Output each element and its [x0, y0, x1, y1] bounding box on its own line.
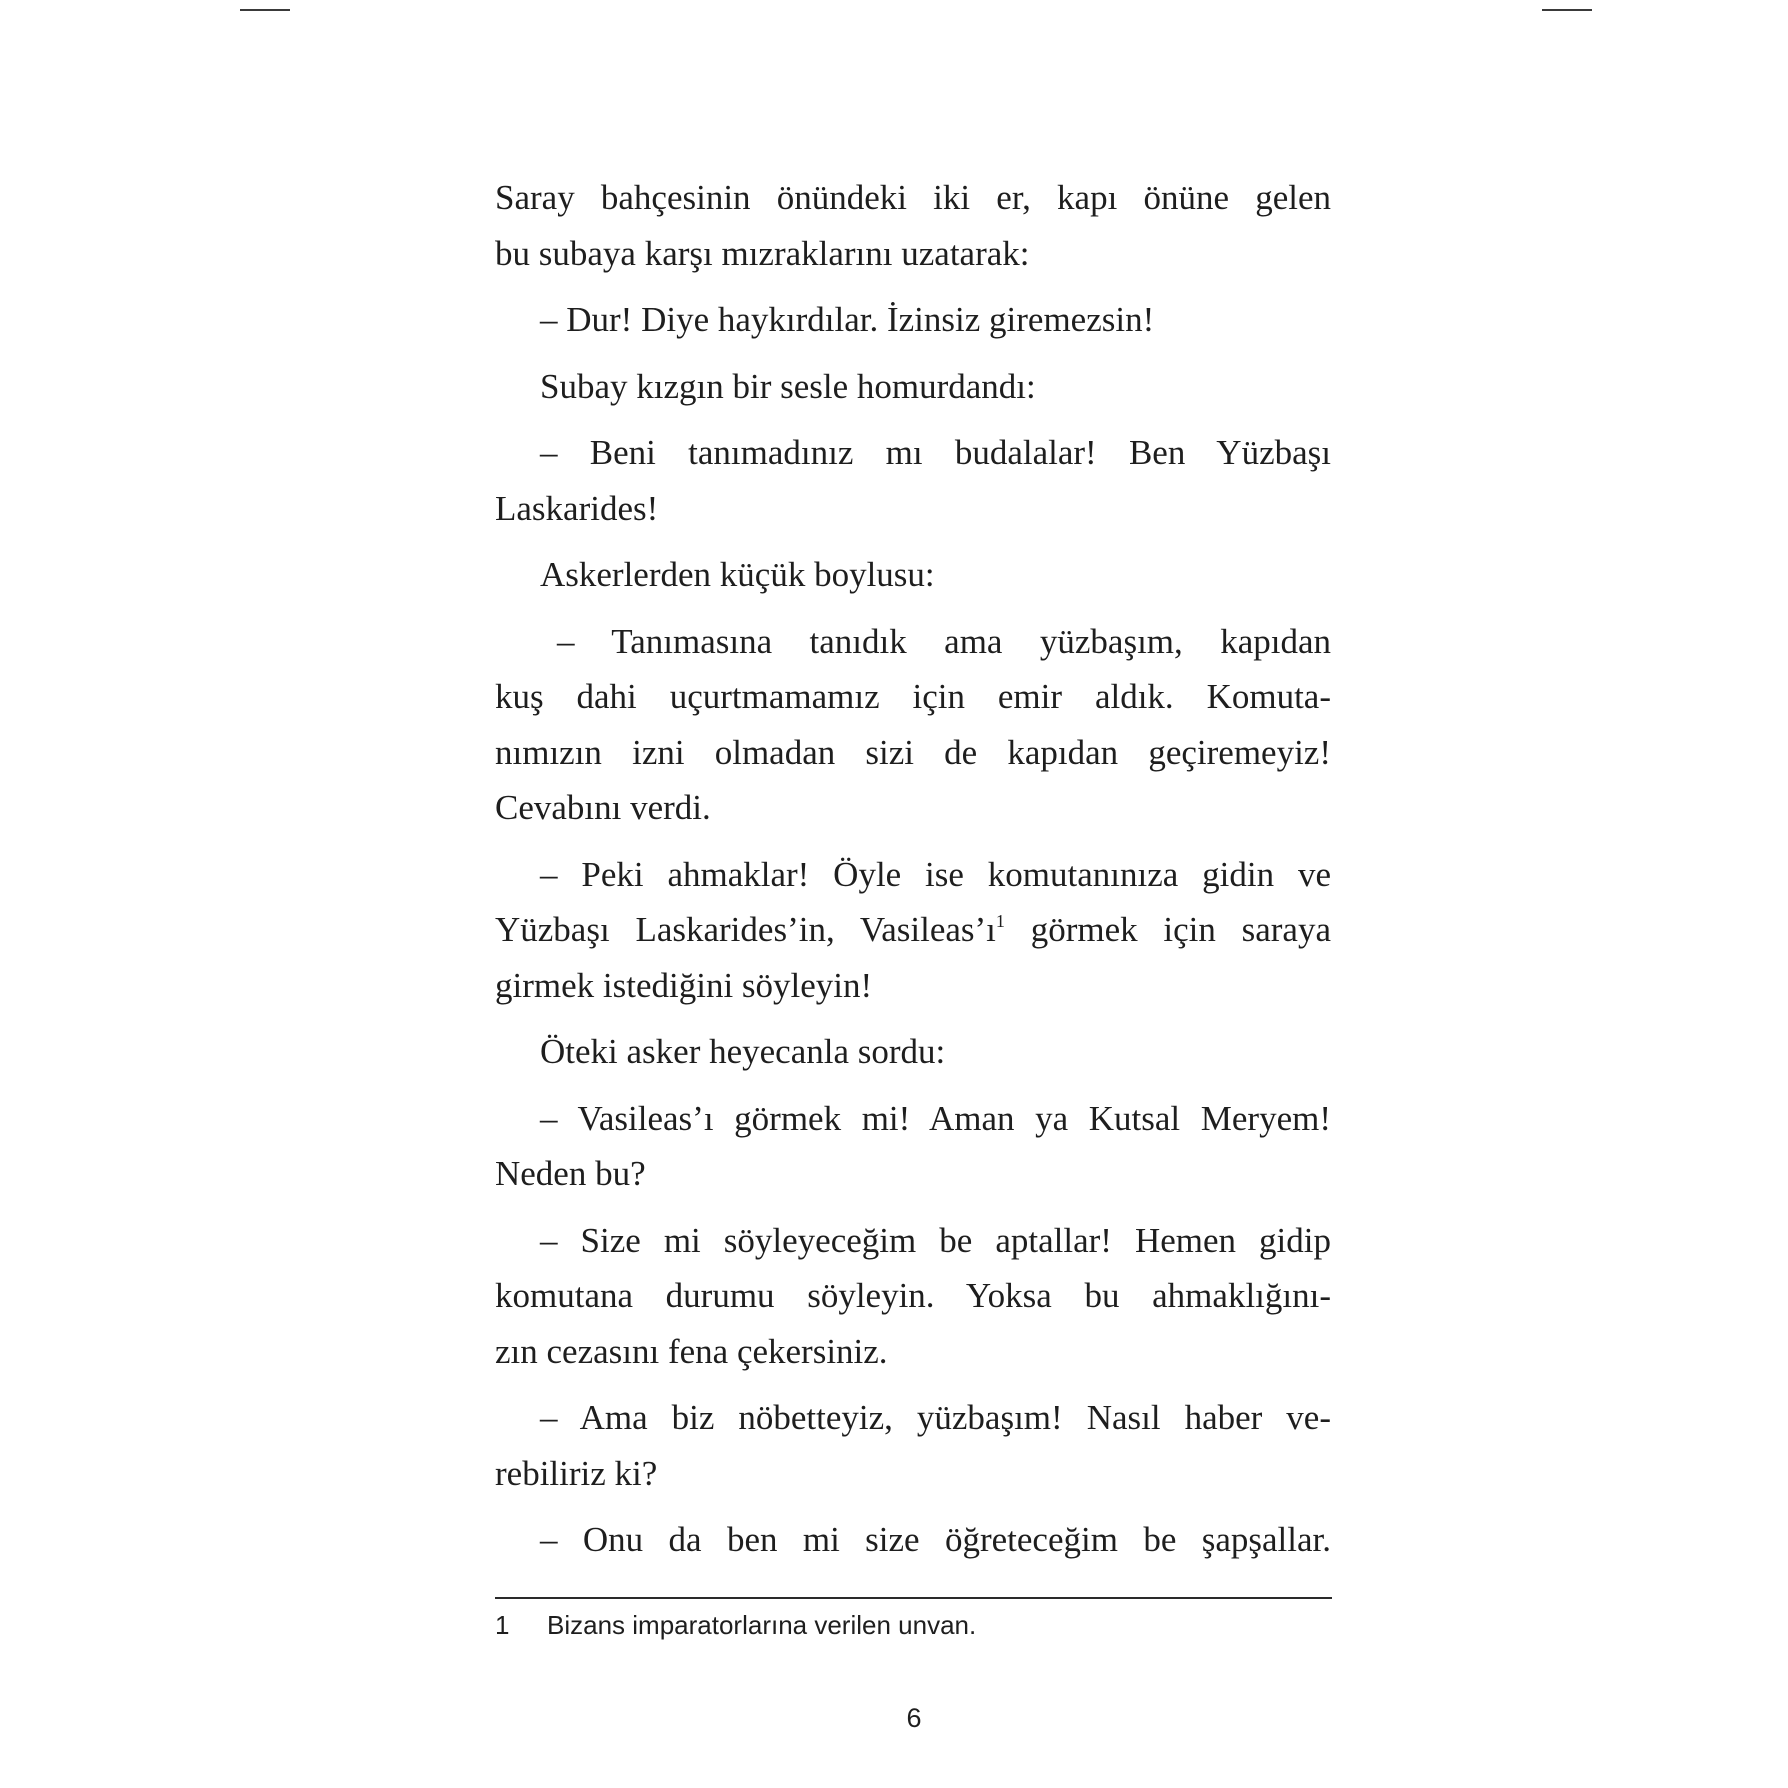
paragraph [495, 1091, 1331, 1202]
text-line: – Vasileas’ı görmek mi! Aman ya Kutsal Meryem! [540, 1098, 1331, 1138]
text-line: zın cezasını fena çekersiniz. [495, 1331, 888, 1371]
text-line [495, 902, 1331, 958]
body-text [495, 170, 1331, 1579]
text-line: – Dur! Diye haykırdılar. İzinsiz giremezsin! [540, 300, 1155, 339]
paragraph [495, 1390, 1331, 1501]
text-line: – Ama biz nöbetteyiz, yüzbaşım! Nasıl haber ve- [540, 1398, 1331, 1437]
footnote-separator [495, 1597, 1332, 1599]
text-line: – Tanımasına tanıdık ama yüzbaşım, kapıdan [557, 621, 1331, 661]
footnote-reference[interactable]: 1 [995, 911, 1005, 931]
footnote-text: Bizans imparatorlarına verilen unvan. [547, 1610, 977, 1640]
paragraph [495, 1213, 1331, 1380]
paragraph [495, 614, 1331, 836]
paragraph [495, 425, 1331, 536]
footnote-number: 1 [495, 1610, 510, 1640]
paragraph [495, 170, 1331, 281]
text-line: Askerlerden küçük boylusu: [540, 555, 935, 594]
paragraph [495, 1024, 1331, 1080]
text-segment: Yüzbaşı Laskarides’in, Vasileas’ı [495, 910, 996, 949]
page-number: 6 [906, 1703, 922, 1733]
text-line: nımızın izni olmadan sizi de kapıdan geçiremeyiz! [495, 732, 1331, 772]
text-line: komutana durumu söyleyin. Yoksa bu ahmaklığını- [495, 1276, 1331, 1315]
paragraph [495, 1512, 1331, 1568]
paragraph [495, 292, 1331, 348]
text-line: rebiliriz ki? [495, 1453, 658, 1493]
crop-mark-right [1542, 9, 1592, 11]
text-line: girmek istediğini söyleyin! [495, 965, 873, 1005]
text-line: – Peki ahmaklar! Öyle ise komutanınıza gidin ve [540, 854, 1331, 894]
paragraph [495, 847, 1331, 1014]
text-line: Laskarides! [495, 488, 659, 528]
text-line: – Onu da ben mi size öğreteceğim be şapşallar. [540, 1520, 1331, 1559]
paragraph [495, 359, 1331, 415]
text-line: Öteki asker heyecanla sordu: [540, 1032, 946, 1071]
text-line: Saray bahçesinin önündeki iki er, kapı önüne gelen [495, 178, 1331, 217]
text-line: – Beni tanımadınız mı budalalar! Ben Yüzbaşı [540, 433, 1331, 472]
footnote [495, 1610, 976, 1640]
text-segment: görmek için saraya [1030, 910, 1331, 949]
text-line: Subay kızgın bir sesle homurdandı: [540, 366, 1036, 406]
text-line: Cevabını verdi. [495, 788, 711, 827]
crop-mark-left [240, 9, 290, 11]
paragraph [495, 547, 1331, 603]
text-line: – Size mi söyleyeceğim be aptallar! Hemen gidip [540, 1220, 1331, 1260]
text-line: bu subaya karşı mızraklarını uzatarak: [495, 233, 1030, 273]
text-line: Neden bu? [495, 1154, 646, 1193]
text-line: kuş dahi uçurtmamamız için emir aldık. Komuta- [495, 677, 1331, 716]
